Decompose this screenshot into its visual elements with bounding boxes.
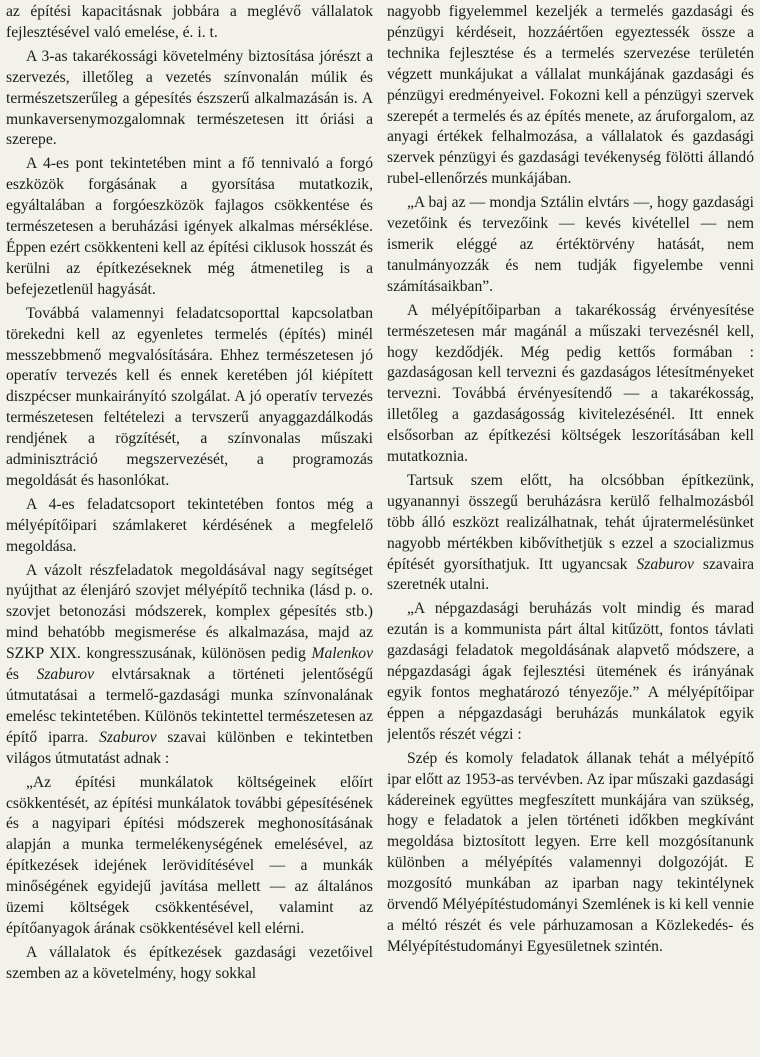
left-column [6, 2, 373, 1057]
right-column [387, 2, 754, 1057]
paragraph: A vázolt részfeladatok megoldásával nagy segítséget nyújthat az élenjáró szovjet mélyépítő technika (lásd p. o. szovjet betonozási módszerek, komplex gépesítés stb.) mind behatóbb megismerése és alkalmazása, majd az SZKP XIX. kongresszusának, különösen pedig Malenkov és Szaburov elvtársaknak a történeti jelentőségű útmutatásai a termelő-gazdasági munka színvonalának emelésc tekintetében. Különös tekintettel természetesen az építő iparra. Szaburov szavai különben e tekintetben világos útmutatást adnak : [6, 561, 373, 767]
paragraph: Tartsuk szem előtt, ha olcsóbban építkezünk, ugyanannyi összegű beruházásra kerülő felhalmozásból több álló eszközt realizálhatnak, tehát újratermelésünket nagyobb mértékben kibővíthetjük s ezzel a szocializmus építését gyorsíthatjuk. Itt ugyancsak Szaburov szavaira szeretnék utalni. [387, 471, 754, 594]
person-name: Szaburov [636, 555, 694, 573]
quote-paragraph: „A népgazdasági beruházás volt mindig és marad ezután is a kommunista párt által kitűzött, fontos távlati gazdasági feladatok megoldásának alapvető módszere, a népgazdasági ágak fejlesztési ütemének és irányának egyik fontos meghatározó tényezője.” A mélyépítőipar éppen a népgazdasági beruházás munkálatok egyik jelentős részét végzi : [387, 600, 754, 743]
paragraph: az építési kapacitásnak jobbára a meglévő vállalatok fejlesztésével való emelése, é. i. t. [6, 3, 373, 41]
person-name: Szaburov [99, 728, 157, 746]
paragraph: Továbbá valamennyi feladatcsoporttal kapcsolatban törekedni kell az egyenletes termelés (építés) minél messzebbmenő megvalósítására. Ehhez természetesen jó operatív tervezés kell és ennek keretében jól kiépített diszpécser munkairányító szolgálat. A jó operatív tervezés természetesen feltételezi a tervszerű anyaggazdálkodás rendjének a rögzítését, a színvonalas műszaki adminisztráció megszervezését, a programozás megoldását és hasonlókat. [6, 304, 373, 489]
paragraph: A 3-as takarékossági követelmény biztosítása jórészt a szervezés, illetőleg a vezetés színvonalán múlik és természetszerűleg a gépesítés észszerű alkalmazásán is. A munkaversenymozgalomnak természetesen itt óriási a szerepe. [6, 47, 373, 149]
paragraph: nagyobb figyelemmel kezeljék a termelés gazdasági és pénzügyi kérdéseit, hozzáértően egyeztessék össze a technika fejlesztése és a termelés szervezése területén végzett munkájukat a vállalat munkájának gazdasági és pénzügyi eredményeivel. Fokozni kell a pénzügyi szervek szerepét a termelés és az építés menete, az áruforgalom, az anyagi értékek felhalmozása, a vállalatok és gazdasági szervek pénzügyi és gazdasági tevékenység fölötti állandó rubel-ellenőrzés munkájában. [387, 3, 754, 188]
person-name: Szaburov [36, 666, 95, 684]
paragraph: A mélyépítőiparban a takarékosság érvényesítése természetesen már magánál a műszaki tervezésnél kell, hogy kezdődjék. Még pedig kettős formában : gazdaságosan kell tervezni és gazdaságos létesítményeket tervezni. Továbbá érvényesítendő — a takarékosság, illetőleg a gazdaságosság kivitelezésénél. Itt ennek elsősorban az építkezési költségek leszorításában kell mutatkoznia. [387, 301, 754, 466]
person-name: Malenkov [311, 645, 373, 663]
paragraph: A vállalatok és építkezések gazdasági vezetőivel szemben az a követelmény, hogy sokkal [6, 943, 373, 982]
quote-paragraph: „Az építési munkálatok költségeinek előírt csökkentését, az építési munkálatok további gépesítésének és a nagyipari építési módszerek meghonosításának alapján a munka termelékenységének emelésével, az építkezések idejének lerövidítésével — a munkák minőségének egyidejű javítása mellett — az általános üzemi költségek csökkentésével, valamint az építőanyagok árának csökkentésével kell elérni. [6, 773, 373, 937]
quote-paragraph: „A baj az — mondja Sztálin elvtárs —, hogy gazdasági vezetőink és tervezőink — kevés kivétellel — nem ismerik eléggé az értéktörvény hatását, nem tanulmányozzák és nem tudják figyelembe venni számításaikban”. [387, 194, 754, 295]
paragraph: A 4-es feladatcsoport tekintetében fontos még a mélyépítőipari számlakeret kérdésének a megfelelő megoldása. [6, 495, 373, 555]
paragraph: A 4-es pont tekintetében mint a fő tennivaló a forgó eszközök forgásának a gyorsítása mutatkozik, egyáltalában a forgóeszközök fajlagos csökkentése és természetesen a beruházási igények alkalmas mérséklése. Éppen ezért csökkenteni kell az építési ciklusok hosszát és kerülni az építkezéseknek még átmenetileg is a befejezetlenül hagyását. [6, 155, 373, 298]
paragraph: Szép és komoly feladatok állanak tehát a mélyépítő ipar előtt az 1953-as tervévben. Az ipar műszaki gazdasági kádereinek együttes megfeszített munkájára van szükség, hogy e feladatok a jelen történeti időkben megkívánt megoldása biztosított legyen. Erre kell mozgósítanunk különben a mélyépítés valamennyi dolgozóját. E mozgosító munkában az iparban nagy tekintélynek örvendő Mélyépítéstudományi Szemlének is ki kell vennie a méltó részét és vele párhuzamosan a Közlekedés- és Mélyépítéstudományi Egyesületnek szintén. [387, 749, 754, 955]
